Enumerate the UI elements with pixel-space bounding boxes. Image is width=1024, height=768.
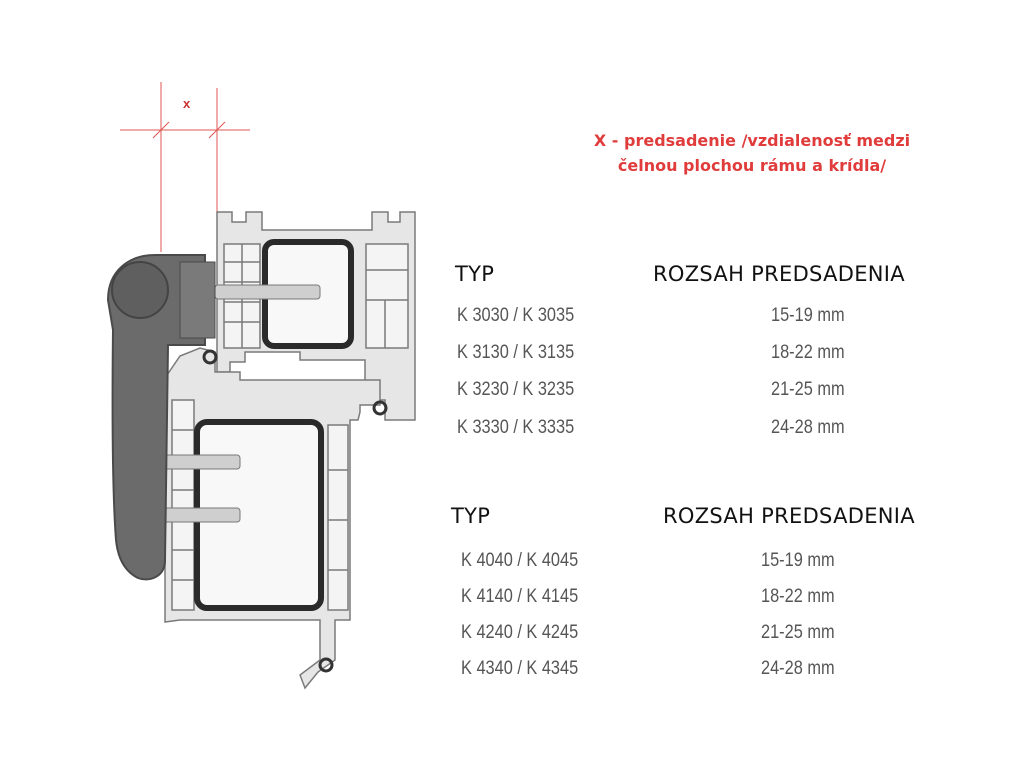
table-2-row-1-type: K 4040 / K 4045 xyxy=(461,550,579,571)
table-1-row-2-range: 18-22 mm xyxy=(771,342,845,363)
table-2-row-4-range: 24-28 mm xyxy=(761,658,835,679)
table-2-row-2-range: 18-22 mm xyxy=(761,586,835,607)
table-1-row-1-range: 15-19 mm xyxy=(771,305,845,326)
table-1-row-3-range: 21-25 mm xyxy=(771,379,845,400)
table-1-row-4-range: 24-28 mm xyxy=(771,417,845,438)
offset-note: X - predsadenie /vzdialenosť medzi čelnou plochou rámu a krídla/ xyxy=(593,131,911,175)
table-1-type-header: TYP xyxy=(455,262,495,286)
table-2-row-1-range: 15-19 mm xyxy=(761,550,835,571)
table-2-row-4-type: K 4340 / K 4345 xyxy=(461,658,579,679)
table-1-row-2-type: K 3130 / K 3135 xyxy=(457,342,575,363)
table-1-row-3-type: K 3230 / K 3235 xyxy=(457,379,575,400)
table-2-row-3-type: K 4240 / K 4245 xyxy=(461,622,579,643)
table-1-row-1-type: K 3030 / K 3035 xyxy=(457,305,575,326)
table-2-row-2-type: K 4140 / K 4145 xyxy=(461,586,579,607)
table-1-range-header: ROZSAH PREDSADENIA xyxy=(653,262,905,286)
table-1-row-4-type: K 3330 / K 3335 xyxy=(457,417,575,438)
table-2-type-header: TYP xyxy=(451,504,491,528)
dimension-label-x: x xyxy=(183,96,191,111)
table-2-row-3-range: 21-25 mm xyxy=(761,622,835,643)
table-2-range-header: ROZSAH PREDSADENIA xyxy=(663,504,915,528)
